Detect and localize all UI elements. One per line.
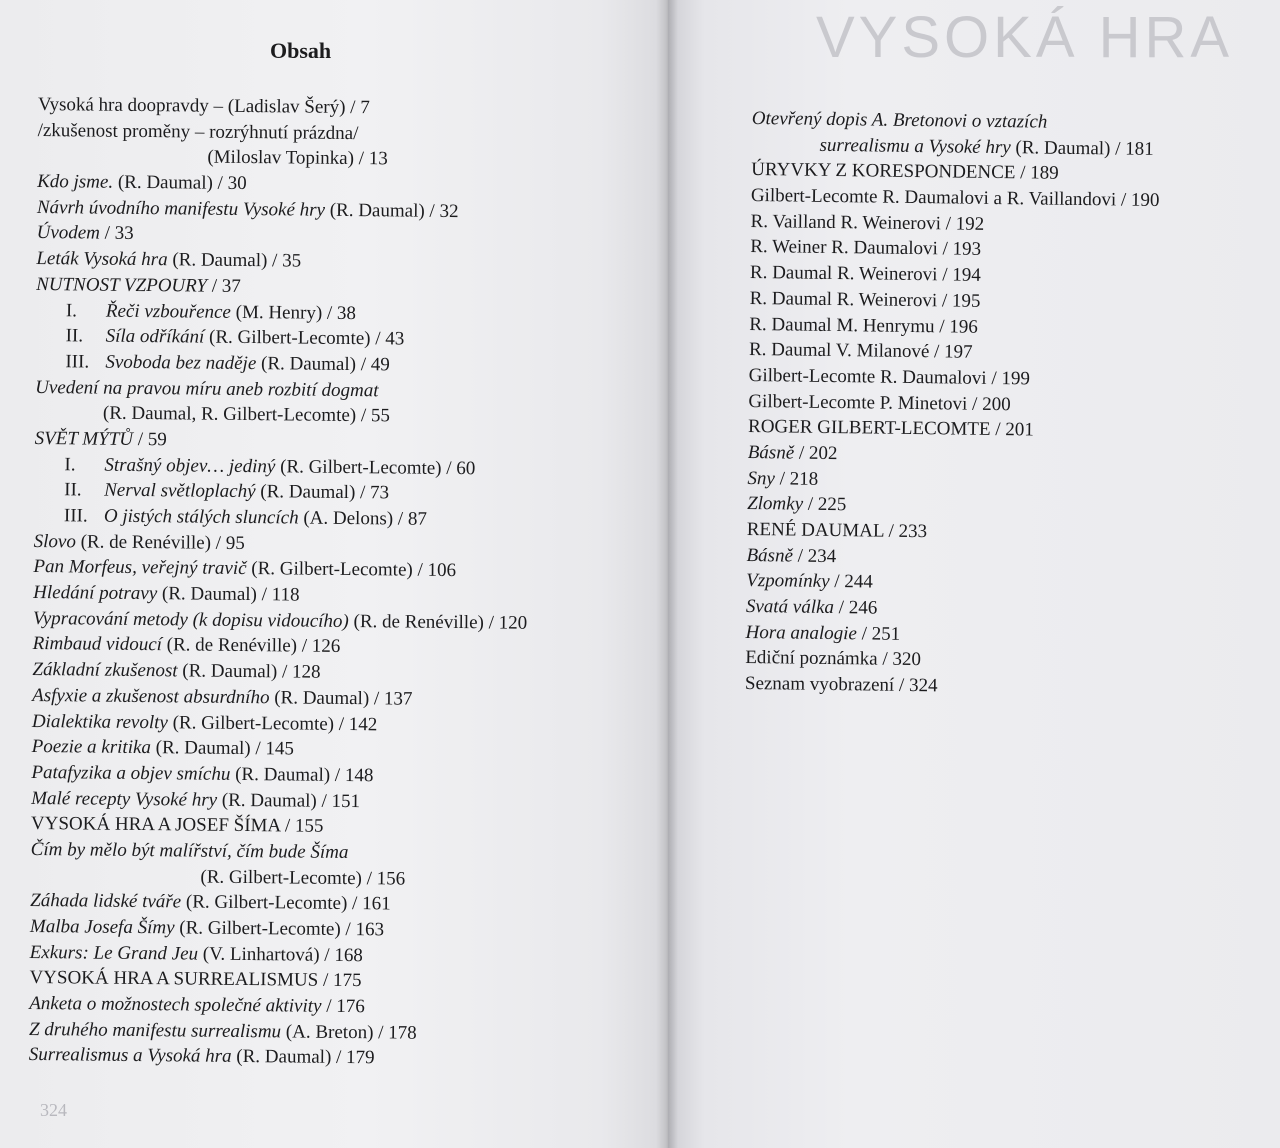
toc-entry-numeral: I.	[64, 453, 76, 476]
toc-entry-text: (R. Gilbert-Lecomte) / 106	[246, 558, 457, 582]
toc-entry-title: Vypracování metody (k dopisu vidoucího)	[32, 607, 349, 632]
toc-entry-text: ROGER GILBERT-LECOMTE / 201	[747, 416, 1034, 441]
toc-entry-title: Hledání potravy	[33, 582, 158, 605]
toc-entry-title: Z druhého manifestu surrealismu	[28, 1018, 282, 1043]
toc-entry-text: (R. Daumal) / 118	[157, 583, 300, 606]
toc-entry-title: Vzpomínky	[746, 570, 830, 593]
toc-entry-text: / 59	[132, 428, 167, 451]
toc-entry-title: Základní zkušenost	[32, 659, 178, 682]
toc-entry-title: Strašný objev… jediný	[104, 454, 276, 477]
toc-entry-title: Leták Vysoká hra	[36, 248, 168, 271]
toc-entry-text: (R. Gilbert-Lecomte) / 60	[275, 455, 476, 479]
toc-entry-text: (R. de Renéville) / 95	[75, 531, 245, 554]
toc-entry-text: (R. Daumal) / 32	[324, 199, 459, 222]
toc-entry-text: (Miloslav Topinka) / 13	[207, 147, 388, 170]
toc-entry-text: (R. Daumal) / 35	[167, 249, 302, 272]
toc-entry-text: (R. Gilbert-Lecomte) / 161	[181, 891, 391, 915]
contents-list-right	[745, 106, 1272, 703]
toc-entry-title: Svoboda bez naděje	[105, 351, 257, 374]
toc-entry-title: Exkurs: Le Grand Jeu	[29, 941, 199, 965]
toc-entry-text: R. Weiner R. Daumalovi / 193	[750, 236, 982, 261]
toc-entry-title: Dialektika revolty	[31, 710, 168, 733]
toc-entry-text: / 176	[321, 995, 365, 1018]
toc-entry-text: / 244	[829, 571, 873, 593]
toc-entry-text: (R. Daumal, R. Gilbert-Lecomte) / 55	[102, 402, 391, 427]
toc-entry-title: Patafyzika a objev smíchu	[31, 761, 231, 785]
toc-entry-title: Sny	[747, 467, 776, 489]
toc-entry-title: Asfyxie a zkušenost absurdního	[32, 684, 270, 709]
toc-entry-text: / 251	[856, 623, 901, 645]
toc-entry-title: Malba Josefa Šímy	[29, 915, 175, 939]
toc-entry-title: surrealismu a Vysoké hry	[819, 134, 1011, 158]
toc-entry-text: R. Vailland R. Weinerovi / 192	[750, 210, 985, 235]
toc-entry-title: Úvodem	[36, 222, 101, 245]
toc-entry-text: (R. Gilbert-Lecomte) / 43	[204, 326, 405, 350]
toc-entry-title: Záhada lidské tváře	[30, 890, 182, 913]
toc-entry-text: Ediční poznámka / 320	[745, 647, 922, 671]
toc-entry-text: R. Daumal V. Milanové / 197	[748, 339, 973, 363]
toc-entry-title: Návrh úvodního manifestu Vysoké hry	[36, 196, 326, 221]
toc-entry-text: (M. Henry) / 38	[230, 301, 357, 324]
toc-entry-title: Kdo jsme.	[37, 171, 114, 193]
toc-entry-text: / 225	[802, 493, 847, 516]
toc-entry-title: Řeči vzbouřence	[105, 300, 232, 323]
toc-entry-text: (V. Linhartová) / 168	[197, 943, 363, 966]
toc-entry-text: / 202	[794, 442, 838, 465]
toc-entry-text: (R. Daumal) / 148	[230, 763, 374, 787]
toc-entry-title: Čím by mělo být malířství, čím bude Šíma	[30, 838, 349, 863]
toc-entry-title: Síla odříkání	[105, 325, 205, 348]
toc-entry-title: Surrealismus a Vysoká hra	[28, 1044, 232, 1068]
toc-entry-text: R. Daumal M. Henrymu / 196	[749, 313, 978, 338]
toc-entry-text: Gilbert-Lecomte P. Minetovi / 200	[748, 390, 1011, 415]
toc-entry-text: (R. Gilbert-Lecomte) / 163	[174, 917, 385, 941]
toc-entry-text: (R. de Renéville) / 120	[348, 610, 528, 634]
toc-entry-text: (A. Breton) / 178	[281, 1021, 417, 1044]
toc-entry-title: SVĚT MÝTŮ	[34, 427, 134, 450]
toc-entry-text: /zkušenost proměny – rozrýhnutí prázdna/	[37, 119, 359, 144]
toc-entry-title: Zlomky	[747, 493, 804, 515]
toc-entry-text: / 246	[833, 597, 878, 619]
toc-entry-text: (R. Daumal) / 181	[1010, 136, 1154, 160]
toc-entry-text: (R. de Renéville) / 126	[161, 634, 341, 658]
toc-entry-title: O jistých stálých sluncích	[103, 505, 299, 529]
toc-entry-text: / 218	[774, 467, 819, 490]
toc-entry-title: Otevřený dopis A. Bretonovi o vztazích	[751, 107, 1048, 133]
toc-entry-text: (R. Gilbert-Lecomte) / 156	[200, 866, 406, 890]
toc-entry-text: (A. Delons) / 87	[298, 507, 427, 530]
toc-entry-title: Poezie a kritika	[31, 736, 152, 759]
toc-entry-text: R. Daumal R. Weinerovi / 194	[749, 262, 981, 286]
toc-entry-title: Svatá válka	[745, 596, 835, 619]
toc-entry-numeral: III.	[65, 351, 90, 373]
toc-entry-text: R. Daumal R. Weinerovi / 195	[749, 287, 981, 312]
toc-entry-text: Seznam vyobrazení / 324	[744, 673, 938, 697]
toc-entry-numeral: II.	[65, 325, 84, 347]
toc-entry-title: Pan Morfeus, veřejný travič	[33, 556, 247, 580]
toc-entry-numeral: II.	[64, 479, 82, 501]
toc-entry-text: (R. Daumal) / 49	[256, 352, 390, 376]
book-gutter	[656, 0, 678, 1148]
toc-entry-text: Vysoká hra doopravdy – (Ladislav Šerý) / 7	[37, 93, 370, 119]
toc-entry-numeral: III.	[63, 505, 88, 527]
toc-entry-text: (R. Daumal) / 145	[150, 737, 295, 760]
toc-entry-title: Nerval světloplachý	[104, 479, 256, 503]
toc-entry-text: ÚRYVKY Z KORESPONDENCE / 189	[751, 159, 1059, 185]
toc-entry-title: NUTNOST VZPOURY	[36, 273, 208, 297]
toc-entry-text: RENÉ DAUMAL / 233	[746, 518, 928, 543]
toc-entry-title: Uvedení na pravou míru aneb rozbití dogmat	[35, 376, 379, 401]
toc-entry-text: VYSOKÁ HRA A JOSEF ŠÍMA / 155	[30, 813, 324, 838]
show-through-page-number: 324	[40, 1100, 67, 1120]
toc-entry-title: Malé recepty Vysoké hry	[31, 787, 218, 811]
toc-entry-text: (R. Daumal) / 137	[269, 687, 413, 710]
toc-entry-text: (R. Daumal) / 128	[177, 660, 321, 683]
toc-entry-title: Anketa o možnostech společné aktivity	[29, 993, 322, 1017]
toc-entry-text: / 234	[792, 545, 837, 567]
contents-list-left	[29, 92, 638, 1074]
toc-entry-title: Básně	[747, 441, 795, 464]
toc-entry-text: / 33	[99, 223, 134, 245]
toc-entry-text: (R. Gilbert-Lecomte) / 142	[167, 711, 378, 735]
toc-entry-numeral: I.	[65, 299, 78, 321]
toc-entry-text: Gilbert-Lecomte R. Daumalovi / 199	[748, 364, 1031, 390]
toc-entry-text: Gilbert-Lecomte R. Daumalovi a R. Vaillandovi / 190	[750, 185, 1160, 212]
toc-entry-title: Rimbaud vidoucí	[32, 633, 163, 656]
toc-entry-text: (R. Daumal) / 30	[113, 171, 247, 195]
toc-entry-title: Hora analogie	[745, 621, 858, 645]
toc-entry-text: / 37	[206, 275, 241, 297]
toc-entry-text: (R. Daumal) / 73	[255, 481, 390, 504]
show-through-title: VYSOKÁ HRA	[816, 5, 1234, 70]
toc-entry-text: (R. Daumal) / 151	[216, 789, 361, 812]
toc-entry-title: Slovo	[33, 530, 77, 553]
toc-entry-title: Básně	[746, 544, 794, 567]
toc-entry-text: VYSOKÁ HRA A SURREALISMUS / 175	[29, 967, 362, 992]
contents-heading: Obsah	[270, 38, 332, 63]
toc-entry-text: (R. Daumal) / 179	[231, 1046, 375, 1069]
